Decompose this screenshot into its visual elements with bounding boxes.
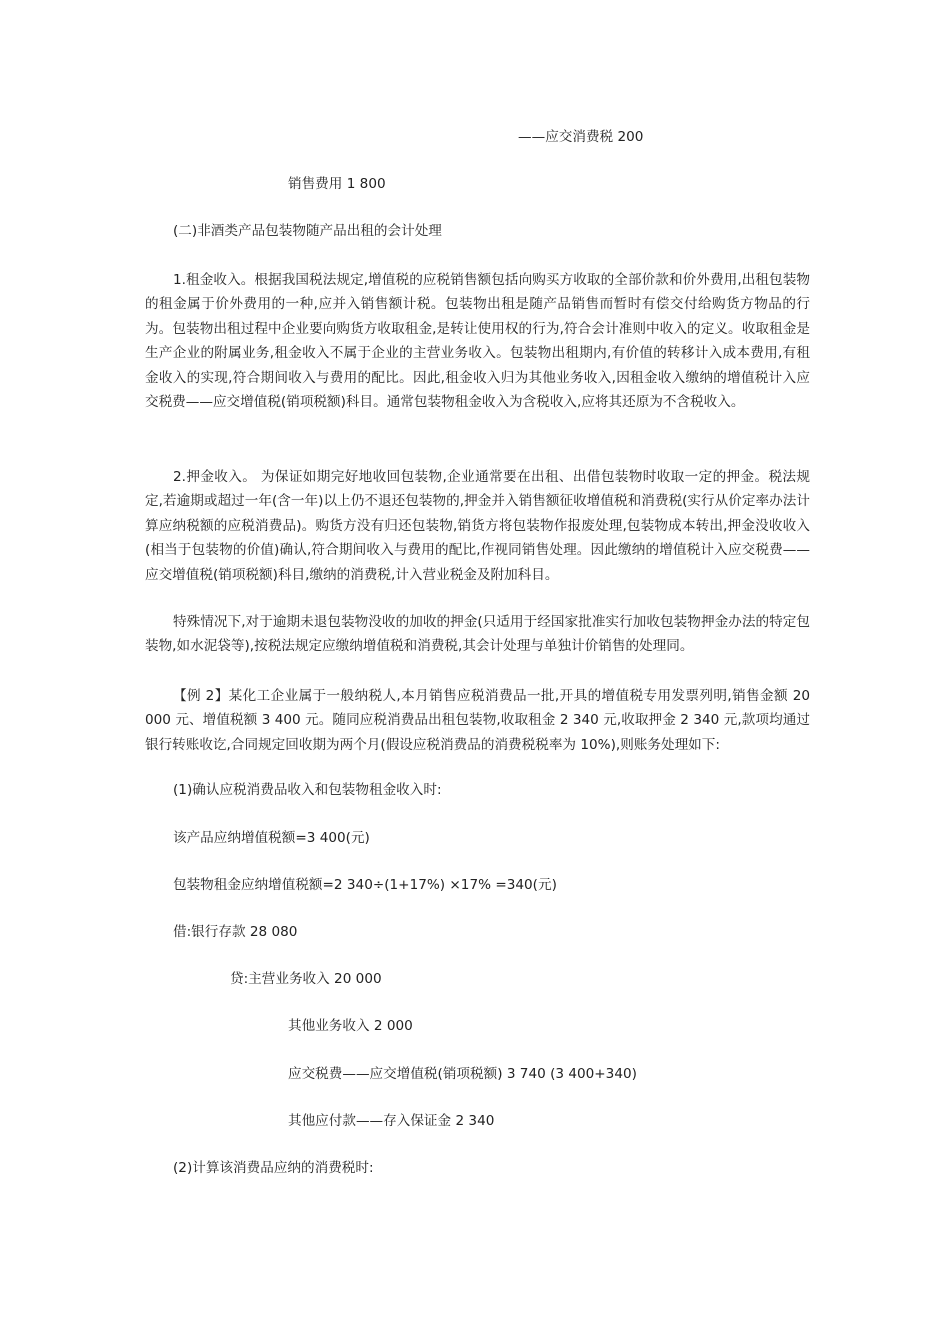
paragraph-special-case: 特殊情况下,对于逾期未退包装物没收的加收的押金(只适用于经国家批准实行加收包装物押金办法的特定包装物,如水泥袋等),按税法规定应缴纳增值税和消费税,其会计处理与单独计价销售的处理同。 <box>145 614 810 655</box>
paragraph-example-2: 【例 2】某化工企业属于一般纳税人,本月销售应税消费品一批,开具的增值税专用发票列明,销售金额 20 000 元、增值税额 3 400 元。随同应税消费品出租包装物,收取租金 2 340 元,收取押金 2 340 元,款项均通过银行转账收讫,合同规定回收期为两个月(假设应税消费品的消费税税率为 10%),则账务处理如下: <box>145 688 810 753</box>
journal-sales-expense: 销售费用 1 800 <box>288 176 386 192</box>
journal-credit-other-income: 其他业务收入 2 000 <box>288 1018 413 1034</box>
vat-rent-line: 包装物租金应纳增值税额=2 340÷(1+17%) ×17% =340(元) <box>173 877 557 893</box>
section-heading: (二)非酒类产品包装物随产品出租的会计处理 <box>173 223 442 239</box>
journal-credit-consumption-tax: ——应交消费税 200 <box>518 129 644 145</box>
step-2-heading: (2)计算该消费品应纳的消费税时: <box>173 1160 374 1176</box>
journal-credit-main-income: 贷:主营业务收入 20 000 <box>230 971 382 987</box>
vat-product-line: 该产品应纳增值税额=3 400(元) <box>173 830 370 846</box>
journal-credit-vat: 应交税费——应交增值税(销项税额) 3 740 (3 400+340) <box>288 1066 637 1082</box>
journal-credit-deposit: 其他应付款——存入保证金 2 340 <box>288 1113 495 1129</box>
paragraph-rent-income: 1.租金收入。根据我国税法规定,增值税的应税销售额包括向购买方收取的全部价款和价外费用,出租包装物的租金属于价外费用的一种,应并入销售额计税。包装物出租是随产品销售而暂时有偿交付给购货方物品的行为。包装物出租过程中企业要向购货方收取租金,是转让使用权的行为,符合会计准则中收入的定义。收取租金是生产企业的附属业务,租金收入不属于企业的主营业务收入。包装物出租期内,有价值的转移计入成本费用,有租金收入的实现,符合期间收入与费用的配比。因此,租金收入归为其他业务收入,因租金收入缴纳的增值税计入应交税费——应交增值税(销项税额)科目。通常包装物租金收入为含税收入,应将其还原为不含税收入。 <box>145 272 810 411</box>
paragraph-deposit-income: 2.押金收入。 为保证如期完好地收回包装物,企业通常要在出租、出借包装物时收取一定的押金。税法规定,若逾期或超过一年(含一年)以上仍不退还包装物的,押金并入销售额征收增值税和消费税(实行从价定率办法计算应纳税额的应税消费品)。购货方没有归还包装物,销货方将包装物作报废处理,包装物成本转出,押金没收收入(相当于包装物的价值)确认,符合期间收入与费用的配比,作视同销售处理。因此缴纳的增值税计入应交税费——应交增值税(销项税额)科目,缴纳的消费税,计入营业税金及附加科目。 <box>145 469 810 583</box>
step-1-heading: (1)确认应税消费品收入和包装物租金收入时: <box>173 782 442 798</box>
journal-debit-bank: 借:银行存款 28 080 <box>173 924 298 940</box>
